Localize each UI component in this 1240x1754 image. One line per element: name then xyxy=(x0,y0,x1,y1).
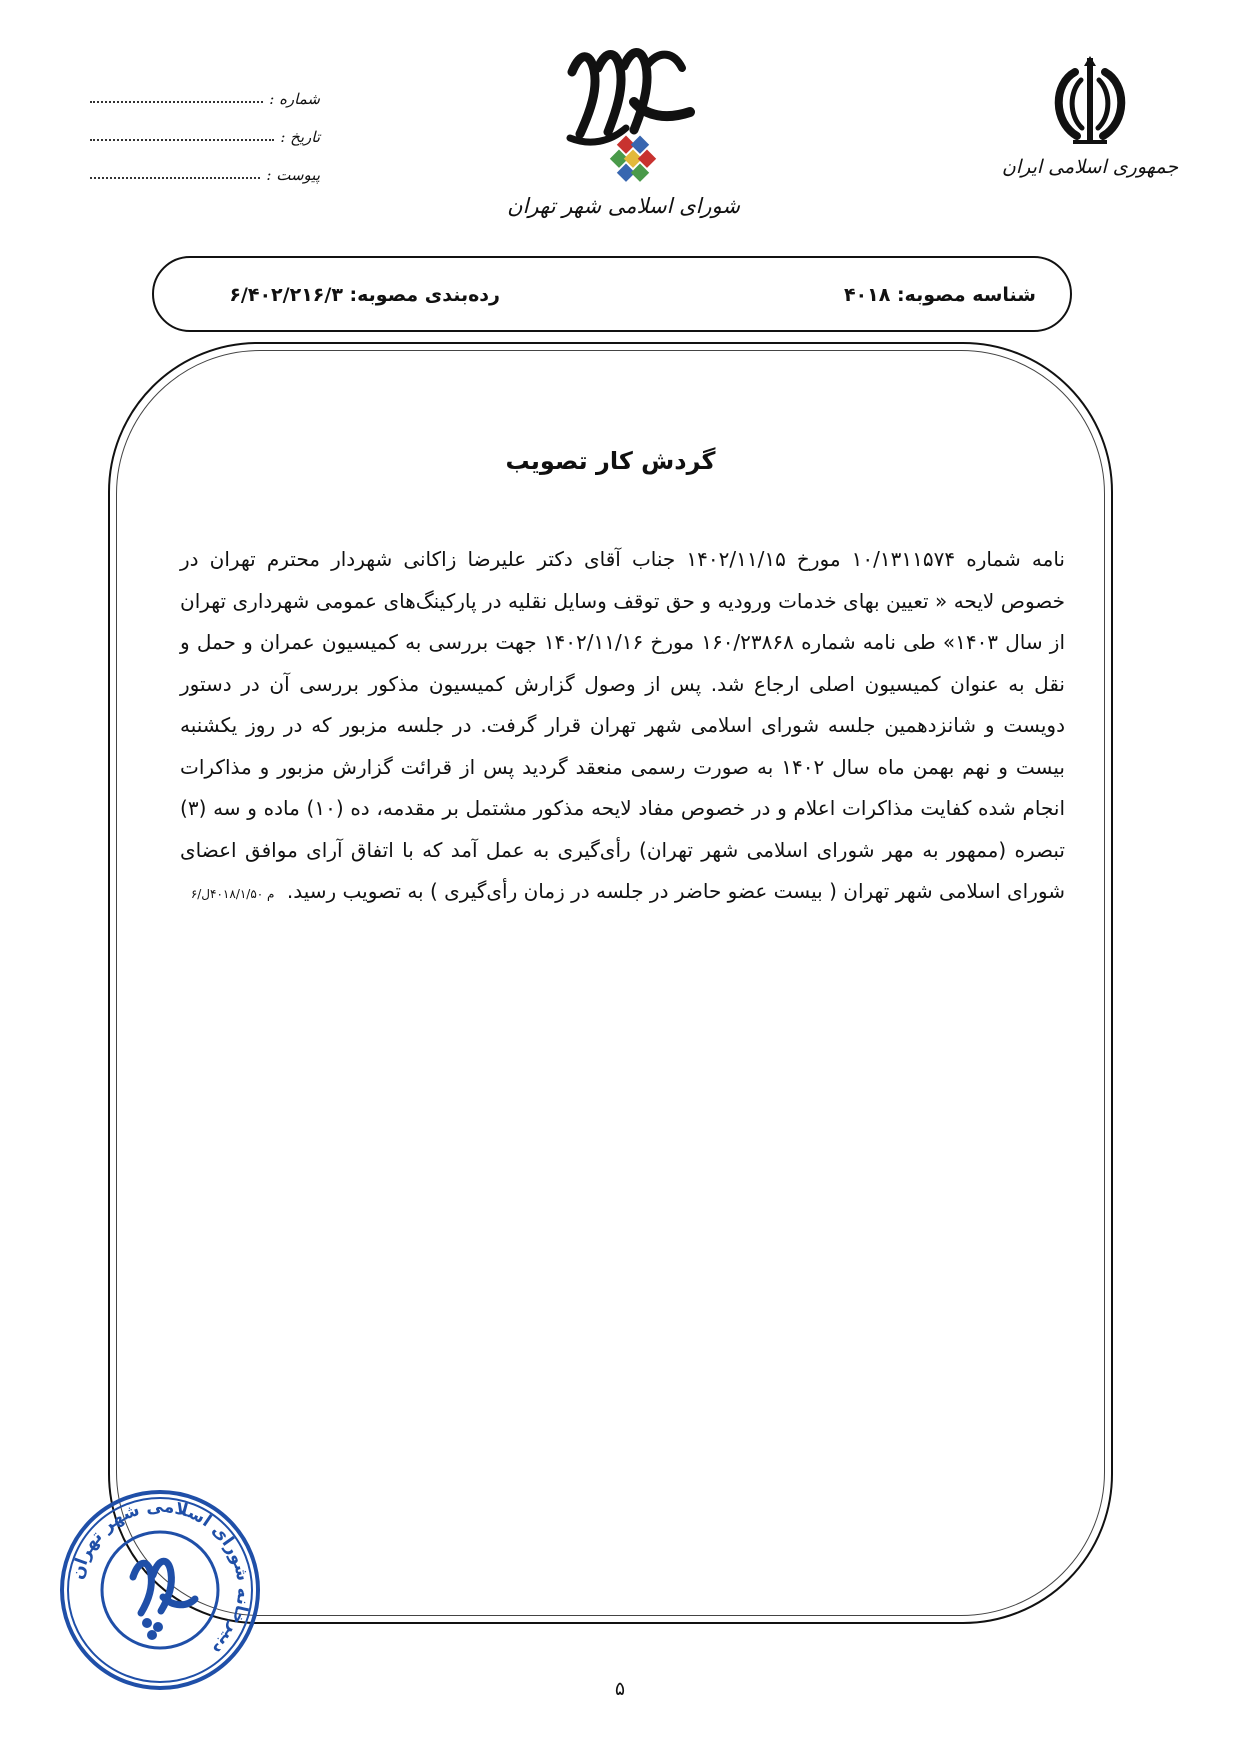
attachment-label: پیوست : xyxy=(266,166,320,184)
document-body xyxy=(180,539,1065,916)
document-title: گردش کار تصویب xyxy=(505,447,716,475)
document-reference: م ۴۰۱۸/۱/۵۰ل/۶ xyxy=(190,887,275,901)
letter-meta-fields xyxy=(90,70,320,184)
meta-row-number xyxy=(90,70,320,108)
date-dotted-line xyxy=(90,139,274,141)
approval-id-bar xyxy=(152,256,1072,332)
number-label: شماره : xyxy=(269,90,320,108)
number-dotted-line xyxy=(90,101,263,103)
attachment-dotted-line xyxy=(90,177,260,179)
stamp-ring-text: دبیرخانه شورای اسلامی شهر تهران xyxy=(67,1496,254,1660)
meta-row-attachment xyxy=(90,146,320,184)
emblem-caption: جمهوری اسلامی ایران xyxy=(1001,156,1179,178)
council-logo-icon xyxy=(550,42,710,192)
document-frame xyxy=(108,342,1113,1624)
council-seal-stamp xyxy=(55,1485,265,1695)
iran-emblem xyxy=(1000,50,1180,200)
approval-id: شناسه مصوبه: ۴۰۱۸ xyxy=(843,284,1036,306)
council-caption: شورای اسلامی شهر تهران xyxy=(507,194,740,218)
council-logo xyxy=(507,42,740,252)
document-body-text: نامه شماره ۱۰/۱۳۱۱۵۷۴ مورخ ۱۴۰۲/۱۱/۱۵ جناب آقای دکتر علیرضا زاکانی شهردار محترم تهران در خصوص لایحه « تعیین بهای خدمات ورودیه و حق توقف وسایل نقلیه در پارکینگ‌های عمومی شهرداری تهران از سال ۱۴۰۳» طی نامه شماره ۱۶۰/۲۳۸۶۸ مورخ ۱۴۰۲/۱۱/۱۶ جهت بررسی به کمیسیون عمران و حمل و نقل به عنوان کمیسیون اصلی ارجاع شد. پس از وصول گزارش کمیسیون مذکور بررسی آن در دستور دویست و شانزدهمین جلسه شورای اسلامی شهر تهران قرار گرفت. در جلسه مزبور که در روز یکشنبه بیست و نهم بهمن ماه سال ۱۴۰۲ به صورت رسمی منعقد گردید پس از قرائت گزارش مزبور و مذاکرات انجام شده کفایت مذاکرات اعلام و در خصوص مفاد لایحه مذکور مشتمل بر مقدمه، ده (۱۰) ماده و سه (۳) تبصره (ممهور به مهر شورای اسلامی شهر تهران) رأی‌گیری به عمل آمد که با اتفاق آرای موافق اعضای شورای اسلامی شهر تهران ( بیست عضو حاضر در جلسه در زمان رأی‌گیری ) به تصویب رسید. xyxy=(180,547,1065,903)
iran-emblem-icon xyxy=(1035,50,1145,150)
page-number: ۵ xyxy=(614,1678,626,1700)
meta-row-date xyxy=(90,108,320,146)
approval-classification: رده‌بندی مصوبه: ۶/۴۰۲/۲۱۶/۳ xyxy=(229,284,500,306)
date-label: تاریخ : xyxy=(280,128,320,146)
